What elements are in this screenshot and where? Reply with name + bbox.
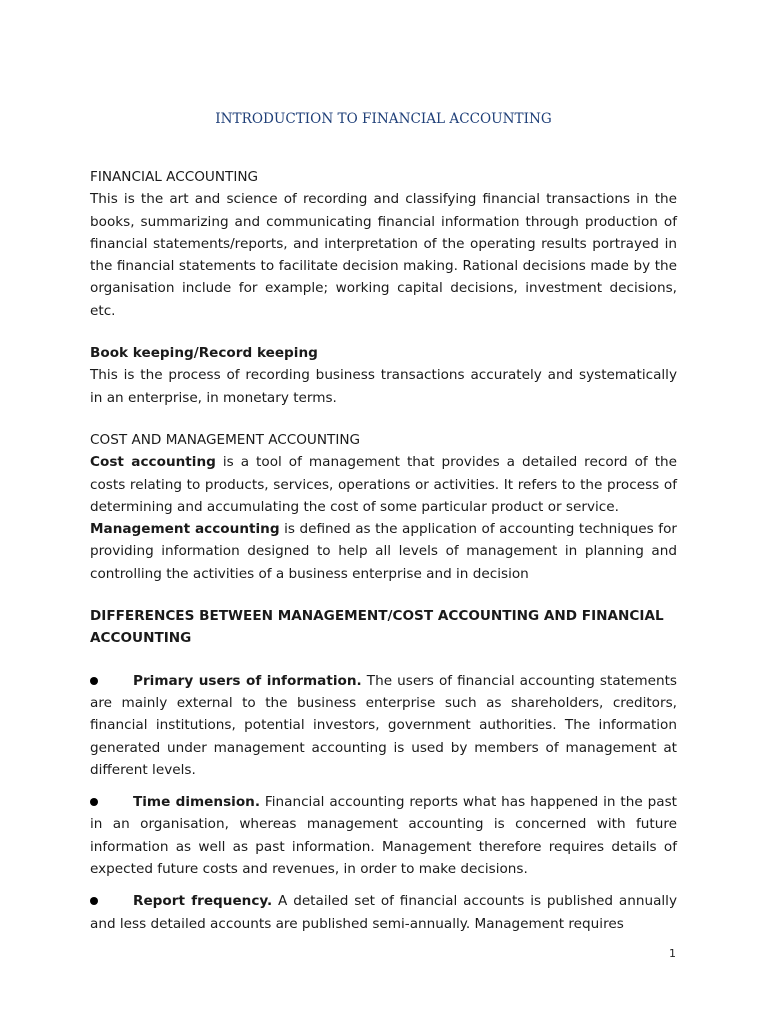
bullet-icon xyxy=(90,897,98,905)
section-heading-financial-accounting: FINANCIAL ACCOUNTING xyxy=(90,169,259,185)
bullet-body: A detailed set of financial accounts is published annually and less detailed accounts are published semi-annually. Management requires xyxy=(90,893,677,932)
management-accounting-body: is defined as the application of accounting techniques for providing information designed to help all levels of management in planning and controlling the activities of a business enterprise and in decision xyxy=(90,521,677,582)
bullet-term: Time dimension. xyxy=(133,794,261,811)
book-keeping-paragraph: This is the process of recording business transactions accurately and systematically in an enterprise, in monetary terms. xyxy=(90,367,677,406)
management-accounting-term: Management accounting xyxy=(90,521,280,538)
cost-accounting-paragraph xyxy=(90,451,677,518)
section-heading-cost-management: COST AND MANAGEMENT ACCOUNTING xyxy=(90,431,361,448)
bullet-item-report-frequency xyxy=(90,890,677,935)
bullet-item-time-dimension xyxy=(90,791,677,880)
section-heading-book-keeping: Book keeping/Record keeping xyxy=(90,345,318,362)
bullet-icon xyxy=(90,677,98,685)
bullet-body: The users of financial accounting statements are mainly external to the business enterprise such as shareholders, creditors, financial institutions, potential investors, government authorities. The information generated under management accounting is used by members of management at different levels. xyxy=(90,672,677,778)
bullet-icon xyxy=(90,798,98,806)
page-number: 1 xyxy=(669,947,676,960)
page-content xyxy=(90,108,677,935)
financial-accounting-paragraph: This is the art and science of recording and classifying financial transactions in the books, summarizing and communicating financial information through production of financial statements/reports, and interpretation of the operating results portrayed in the financial statements to facilitate decision making. Rational decisions made by the organisation include for example; working capital decisions, investment decisions, etc. xyxy=(90,191,677,319)
bullet-body: Financial accounting reports what has happened in the past in an organisation, whereas management accounting is concerned with future information as well as past information. Management therefore requires details of expected future costs and revenues, in order to make decisions. xyxy=(90,794,677,878)
bullet-term: Report frequency. xyxy=(133,893,273,910)
document-title: INTRODUCTION TO FINANCIAL ACCOUNTING xyxy=(215,111,552,127)
cost-accounting-body: is a tool of management that provides a detailed record of the costs relating to products, services, operations or activities. It refers to the process of determining and accumulating the cost of some particular product or service. xyxy=(90,454,678,515)
section-heading-differences: DIFFERENCES BETWEEN MANAGEMENT/COST ACCOUNTING AND FINANCIAL ACCOUNTING xyxy=(90,608,664,647)
bullet-term: Primary users of information. xyxy=(133,672,362,689)
bullet-item-primary-users xyxy=(90,670,677,781)
management-accounting-paragraph xyxy=(90,518,677,585)
cost-accounting-term: Cost accounting xyxy=(90,454,216,471)
